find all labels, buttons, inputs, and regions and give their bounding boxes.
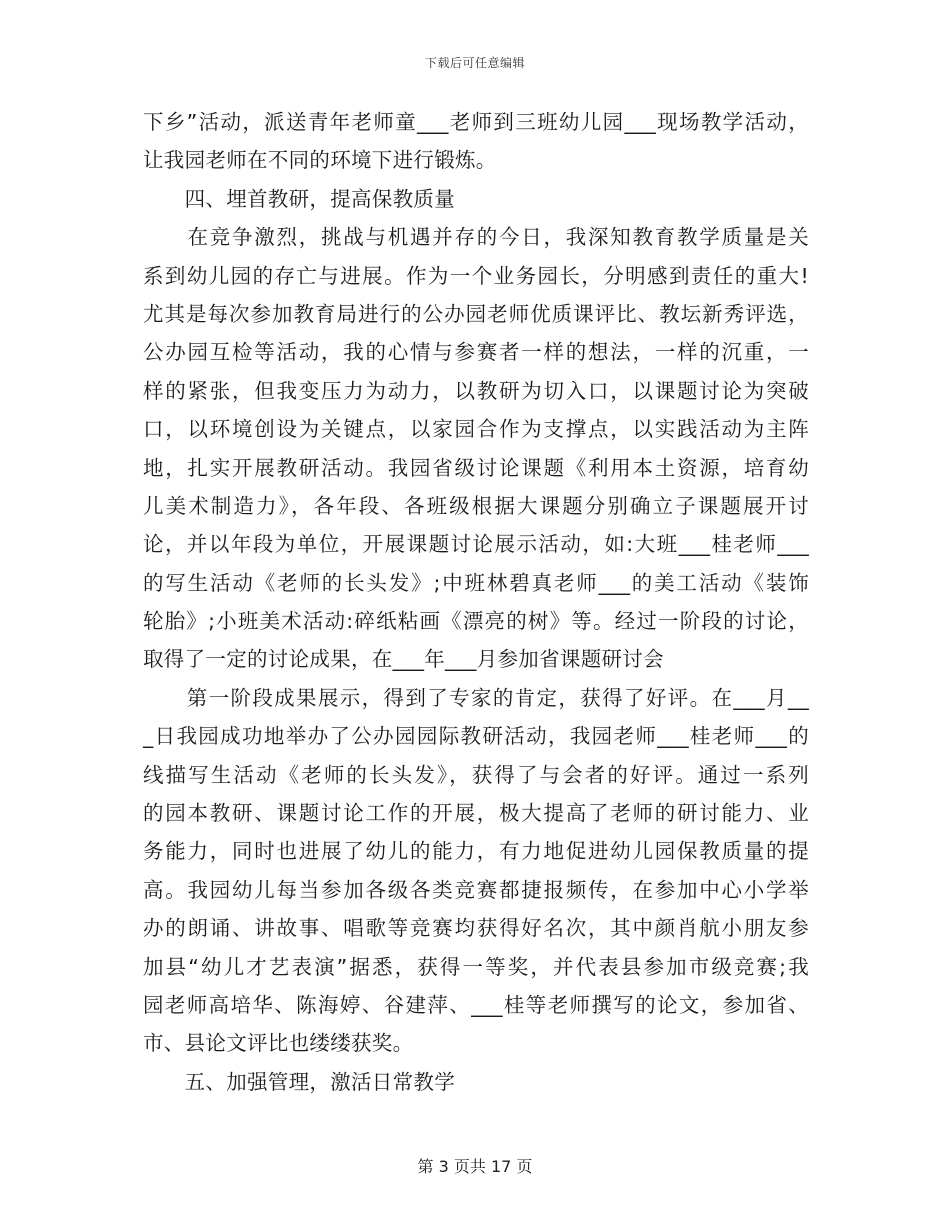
text-line: 市、县论文评比也缕缕获奖。 (143, 1031, 414, 1056)
text-line: 论，并以年段为单位，开展课题讨论展示活动，如:大班___桂老师___ (143, 532, 809, 557)
section-heading: 四、埋首教研，提高保教质量 (143, 186, 455, 211)
text-line: 务能力，同时也进展了幼儿的能力，有力地促进幼儿园保教质量的提 (143, 839, 809, 864)
text-line: 轮胎》;小班美术活动:碎纸粘画《漂亮的树》等。经过一阶段的讨论， (143, 609, 809, 634)
text-line: 高。我园幼儿每当参加各级各类竞赛都捷报频传，在参加中心小学举 (143, 877, 809, 902)
text-line: 让我园老师在不同的环境下进行锻炼。 (143, 148, 497, 173)
document-body (143, 103, 809, 1101)
text-line: 取得了一定的讨论成果，在___年___月参加省课题研讨会 (143, 647, 664, 672)
text-line: 加县“幼儿才艺表演”据悉，获得一等奖，并代表县参加市级竞赛;我 (143, 954, 809, 979)
text-line: 办的朗诵、讲故事、唱歌等竞赛均获得好名次，其中颜肖航小朋友参 (143, 916, 809, 941)
text-line: 在竞争激烈，挑战与机遇并存的今日，我深知教育教学质量是关 (143, 225, 809, 250)
text-line: 的园本教研、课题讨论工作的开展，极大提高了老师的研讨能力、业 (143, 801, 809, 826)
text-line: 第一阶段成果展示，得到了专家的肯定，获得了好评。在___月__ (143, 685, 809, 710)
page-footer: 第 3 页共 17 页 (417, 1157, 533, 1176)
text-line: 园老师高培华、陈海婷、谷建萍、___桂等老师撰写的论文，参加省、 (143, 992, 809, 1017)
text-line: _日我园成功地举办了公办园园际教研活动，我园老师___桂老师___的 (143, 724, 809, 749)
text-line: 地，扎实开展教研活动。我园省级讨论课题《利用本土资源，培育幼 (143, 455, 809, 480)
text-line: 样的紧张，但我变压力为动力，以教研为切入口，以课题讨论为突破 (143, 378, 809, 403)
text-line: 下乡”活动，派送青年老师童___老师到三班幼儿园___现场教学活动， (143, 110, 809, 134)
text-line: 线描写生活动《老师的长头发》，获得了与会者的好评。通过一系列 (143, 762, 809, 787)
text-line: 尤其是每次参加教育局进行的公办园老师优质课评比、教坛新秀评选， (143, 301, 809, 326)
page-header: 下载后可任意编辑 (424, 56, 525, 70)
text-line: 系到幼儿园的存亡与进展。作为一个业务园长，分明感到责任的重大! (143, 263, 809, 288)
text-line: 口，以环境创设为关键点，以家园合作为支撑点，以实践活动为主阵 (143, 417, 809, 442)
section-heading: 五、加强管理，激活日常教学 (143, 1069, 455, 1094)
text-line: 儿美术制造力》，各年段、各班级根据大课题分别确立子课题展开讨 (143, 493, 809, 518)
text-line: 的写生活动《老师的长头发》;中班林碧真老师___的美工活动《装饰 (143, 570, 809, 595)
text-line: 公办园互检等活动，我的心情与参赛者一样的想法，一样的沉重，一 (143, 340, 809, 365)
